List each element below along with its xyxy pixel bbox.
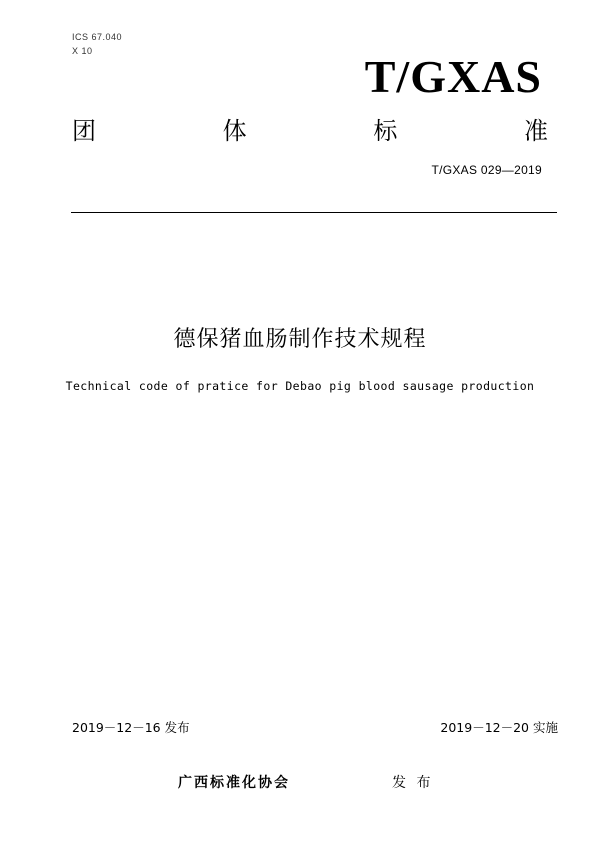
header-divider [71,212,557,213]
standard-type-char: 体 [222,117,247,145]
standard-type-char: 准 [523,117,548,145]
ccs-code: X 10 [72,46,93,56]
standard-type-char: 团 [72,117,96,145]
issue-label: 发 布 [392,775,431,791]
classification-codes [72,30,122,58]
publisher-name: 广西标准化协会 [178,775,290,791]
document-title-english: Technical code of pratice for Debao pig blood sausage production [65,379,535,393]
ics-code: ICS 67.040 [72,32,123,42]
publish-date: 2019－12－16 发布 [72,720,190,735]
standard-logo: T/GXAS [364,51,542,102]
implement-date: 2019－12－20 实施 [440,720,558,735]
document-title-chinese: 德保猪血肠制作技术规程 [173,327,427,352]
standard-number: T/GXAS 029—2019 [431,163,542,177]
standard-type-char: 标 [373,117,398,145]
standard-type-heading [72,116,548,146]
